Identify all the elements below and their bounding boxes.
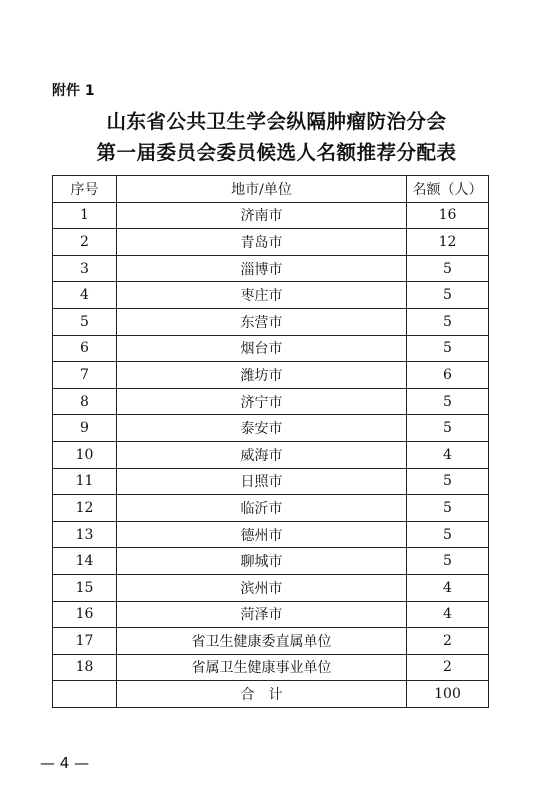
- row-seq-cell: 14: [53, 548, 117, 575]
- header-unit: 地市/单位: [117, 176, 407, 203]
- page-number: — 4 —: [40, 754, 90, 772]
- table-row: [53, 521, 489, 548]
- row-unit-cell: 德州市: [117, 521, 407, 548]
- row-quota-cell: 5: [407, 415, 489, 442]
- row-seq-cell: 1: [53, 202, 117, 229]
- row-seq-cell: 13: [53, 521, 117, 548]
- row-quota-cell: 5: [407, 308, 489, 335]
- row-unit-cell: 菏泽市: [117, 601, 407, 628]
- row-seq-cell: 7: [53, 362, 117, 389]
- table-row: [53, 441, 489, 468]
- table-row: [53, 601, 489, 628]
- row-seq-cell: 6: [53, 335, 117, 362]
- row-quota-cell: 5: [407, 282, 489, 309]
- table-row: [53, 335, 489, 362]
- row-quota-cell: 4: [407, 441, 489, 468]
- row-unit-cell: 泰安市: [117, 415, 407, 442]
- table-row: [53, 229, 489, 256]
- row-unit-cell: 枣庄市: [117, 282, 407, 309]
- table-row: [53, 654, 489, 681]
- total-value: 100: [407, 681, 489, 708]
- row-quota-cell: 5: [407, 388, 489, 415]
- attachment-label: 附件 1: [52, 83, 95, 99]
- row-unit-cell: 威海市: [117, 441, 407, 468]
- row-seq-cell: 5: [53, 308, 117, 335]
- table-row: [53, 574, 489, 601]
- table-body: [53, 202, 489, 681]
- row-seq-cell: 10: [53, 441, 117, 468]
- table-header-row: [53, 176, 489, 203]
- row-quota-cell: 2: [407, 654, 489, 681]
- table-row: [53, 415, 489, 442]
- row-seq-cell: 8: [53, 388, 117, 415]
- row-quota-cell: 4: [407, 574, 489, 601]
- row-seq-cell: 2: [53, 229, 117, 256]
- row-quota-cell: 2: [407, 628, 489, 655]
- table-row: [53, 628, 489, 655]
- row-unit-cell: 临沂市: [117, 495, 407, 522]
- header-quota: 名额（人）: [407, 176, 489, 203]
- row-unit-cell: 淄博市: [117, 255, 407, 282]
- row-unit-cell: 滨州市: [117, 574, 407, 601]
- total-seq-cell: [53, 681, 117, 708]
- row-quota-cell: 4: [407, 601, 489, 628]
- row-unit-cell: 东营市: [117, 308, 407, 335]
- row-seq-cell: 3: [53, 255, 117, 282]
- row-quota-cell: 5: [407, 495, 489, 522]
- document-title-line1: 山东省公共卫生学会纵隔肿瘤防治分会: [106, 110, 447, 133]
- table-row: [53, 468, 489, 495]
- table-row: [53, 202, 489, 229]
- row-quota-cell: 5: [407, 548, 489, 575]
- row-quota-cell: 6: [407, 362, 489, 389]
- row-seq-cell: 12: [53, 495, 117, 522]
- row-seq-cell: 9: [53, 415, 117, 442]
- document-title-line2: 第一届委员会委员候选人名额推荐分配表: [96, 141, 457, 164]
- row-unit-cell: 烟台市: [117, 335, 407, 362]
- row-unit-cell: 济宁市: [117, 388, 407, 415]
- table-total-row: [53, 681, 489, 708]
- row-unit-cell: 潍坊市: [117, 362, 407, 389]
- header-seq: 序号: [53, 176, 117, 203]
- table-row: [53, 308, 489, 335]
- row-seq-cell: 15: [53, 574, 117, 601]
- table-row: [53, 548, 489, 575]
- row-quota-cell: 5: [407, 255, 489, 282]
- table-row: [53, 388, 489, 415]
- row-seq-cell: 11: [53, 468, 117, 495]
- row-unit-cell: 日照市: [117, 468, 407, 495]
- row-seq-cell: 17: [53, 628, 117, 655]
- row-unit-cell: 省卫生健康委直属单位: [117, 628, 407, 655]
- quota-allocation-table: [52, 175, 489, 708]
- row-seq-cell: 4: [53, 282, 117, 309]
- row-quota-cell: 5: [407, 335, 489, 362]
- row-quota-cell: 5: [407, 521, 489, 548]
- table-row: [53, 282, 489, 309]
- total-label: 合计: [117, 681, 407, 708]
- row-seq-cell: 16: [53, 601, 117, 628]
- table-row: [53, 255, 489, 282]
- row-quota-cell: 16: [407, 202, 489, 229]
- row-unit-cell: 聊城市: [117, 548, 407, 575]
- row-unit-cell: 济南市: [117, 202, 407, 229]
- table-row: [53, 362, 489, 389]
- row-seq-cell: 18: [53, 654, 117, 681]
- row-unit-cell: 青岛市: [117, 229, 407, 256]
- row-unit-cell: 省属卫生健康事业单位: [117, 654, 407, 681]
- row-quota-cell: 5: [407, 468, 489, 495]
- table-row: [53, 495, 489, 522]
- row-quota-cell: 12: [407, 229, 489, 256]
